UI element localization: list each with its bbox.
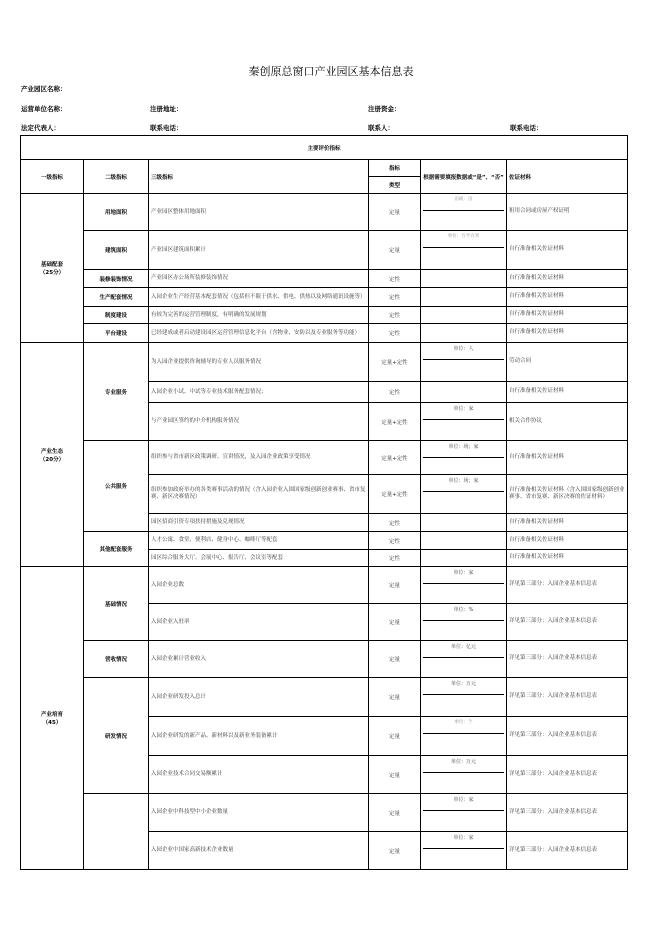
level3-cell: 产业园区建筑面积累计 — [149, 231, 369, 270]
level3-cell: 入园企业中科技型中小企业数量 — [149, 794, 369, 832]
fill-cell[interactable] — [421, 604, 507, 641]
fill-cell[interactable] — [421, 832, 507, 870]
level1-cell: 基础配套 （25分） — [21, 194, 84, 343]
table-row — [21, 194, 628, 231]
fill-cell[interactable] — [421, 717, 507, 756]
value-input-area[interactable] — [423, 360, 504, 381]
table-row — [21, 343, 628, 382]
legal-rep-field: 法定代表人： — [21, 124, 60, 132]
value-input-area[interactable] — [423, 695, 504, 716]
table-row — [21, 307, 628, 324]
level3-cell: 入园企业小试、中试等专业技术服务配套情况； — [149, 382, 369, 403]
level2-cell: 用地面积 — [84, 194, 149, 231]
evidence-cell: 详见第三部分：入园企业基本信息表 — [507, 794, 628, 832]
indicator-type-cell: 定性 — [369, 514, 421, 532]
indicator-type-cell: 定性 — [369, 532, 421, 550]
fill-cell[interactable] — [421, 288, 507, 307]
value-input-area[interactable] — [423, 621, 504, 640]
park-name-field: 产业园区名称： — [21, 85, 67, 93]
indicator-type-cell: 定性 — [369, 324, 421, 343]
evidence-cell: 劳动合同 — [507, 343, 628, 382]
fill-cell[interactable] — [421, 441, 507, 475]
unit-label: 单位：人 — [423, 343, 504, 360]
indicator-type-cell: 定量 — [369, 717, 421, 756]
level3-cell: 组织参与省市新区政策调研、宣讲情况，及入园企业政策享受情况 — [149, 441, 369, 475]
indicator-type-cell: 定量 — [369, 756, 421, 794]
indicator-type-cell: 定量 — [369, 194, 421, 231]
table-row — [21, 641, 628, 678]
value-input-area[interactable] — [423, 584, 504, 603]
table-row — [21, 288, 628, 307]
table-row — [21, 567, 628, 604]
level2-cell — [84, 794, 149, 870]
table-row — [21, 794, 628, 832]
level2-cell: 装修装饰情况 — [84, 270, 149, 288]
value-input-area[interactable] — [423, 492, 504, 513]
value-input-area[interactable] — [423, 658, 504, 677]
value-input-area[interactable] — [423, 811, 504, 831]
unit-label: 单位：亿元 — [423, 641, 504, 658]
fill-cell[interactable] — [421, 382, 507, 403]
phone-field-1: 联系电话： — [150, 124, 183, 132]
header-indicator-bottom: 类型 — [369, 177, 421, 194]
value-input-area[interactable] — [423, 773, 504, 793]
indicator-type-cell: 定量+定性 — [369, 475, 421, 514]
page-title: 秦创原总窗口产业园区基本信息表 — [248, 65, 414, 78]
indicator-type-cell: 定量+定性 — [369, 403, 421, 441]
indicator-type-cell: 定量 — [369, 641, 421, 678]
level3-cell: 有较为完善的运营管理制度，有明确的发展规划 — [149, 307, 369, 324]
level3-cell: 与产业园区签约的中介机构服务情况 — [149, 403, 369, 441]
level3-cell: 入园企业技术合同交易额累计 — [149, 756, 369, 794]
level3-cell: 为入园企业提供咨询辅导的专业人员服务情况 — [149, 343, 369, 382]
level2-cell: 研发情况 — [84, 678, 149, 794]
indicator-type-cell: 定量 — [369, 231, 421, 270]
unit-label: 单位：家 — [423, 403, 504, 420]
level3-cell: 园区综合服务大厅、会展中心、报告厅、会议室等配套 — [149, 550, 369, 567]
fill-cell[interactable] — [421, 567, 507, 604]
unit-label: 单位：家 — [423, 832, 504, 849]
value-input-area[interactable] — [423, 211, 504, 230]
level3-cell: 已经建成或者启动建设园区运营管理信息化平台（含物业、安防以及专业服务等功能） — [149, 324, 369, 343]
level2-cell: 平台建设 — [84, 324, 149, 343]
evidence-cell: 详见第三部分：入园企业基本信息表 — [507, 756, 628, 794]
unit-label: 单位：个 — [423, 717, 504, 734]
evidence-cell: 自行准备相关佐证材料 — [507, 382, 628, 403]
fill-cell[interactable] — [421, 343, 507, 382]
unit-label: 单位：% — [423, 604, 504, 621]
evidence-cell: 自行准备相关佐证材料 — [507, 231, 628, 270]
fill-cell[interactable] — [421, 307, 507, 324]
indicator-type-cell: 定性 — [369, 550, 421, 567]
level3-cell: 人才公寓、食堂、便利店、健身中心、咖啡厅等配套 — [149, 532, 369, 550]
level2-cell: 基础情况 — [84, 567, 149, 641]
value-input-area[interactable] — [423, 734, 504, 755]
fill-cell[interactable] — [421, 756, 507, 794]
evidence-cell: 自行准备相关佐证材料（含入围国家级创新创业赛事、省市复赛、新区决赛的佐证材料） — [507, 475, 628, 514]
table-row — [21, 270, 628, 288]
indicator-type-cell: 定量 — [369, 678, 421, 717]
fill-cell[interactable] — [421, 794, 507, 832]
indicator-type-cell: 定性 — [369, 288, 421, 307]
table-banner: 主要评价指标 — [21, 136, 628, 160]
level1-cell: 产业生态 （20分） — [21, 343, 84, 567]
value-input-area[interactable] — [423, 248, 504, 269]
level2-cell: 其他配套服务 — [84, 532, 149, 567]
header-level3: 三级指标 — [149, 160, 369, 194]
header-level2: 二级指标 — [84, 160, 149, 194]
unit-label: 单位：万平方米 — [423, 231, 504, 248]
fill-cell[interactable] — [421, 641, 507, 678]
indicator-type-cell: 定性 — [369, 307, 421, 324]
value-input-area[interactable] — [423, 420, 504, 440]
level3-cell: 入园企业中国家高新技术企业数量 — [149, 832, 369, 870]
level3-cell: 入园企业生产经营基本配套情况（包括但不限于供水、供电、供热以及网络通讯设施等） — [149, 288, 369, 307]
level2-cell: 公共服务 — [84, 441, 149, 532]
fill-cell[interactable] — [421, 532, 507, 550]
contact-field: 联系人： — [368, 124, 394, 132]
fill-cell[interactable] — [421, 231, 507, 270]
evidence-cell: 自行准备相关佐证材料 — [507, 288, 628, 307]
evidence-cell: 自行准备相关佐证材料 — [507, 307, 628, 324]
evidence-cell: 自行准备相关佐证材料 — [507, 441, 628, 475]
value-input-area[interactable] — [423, 458, 504, 474]
evidence-cell: 详见第三部分：入园企业基本信息表 — [507, 717, 628, 756]
evidence-cell: 租用合同或房屋产权证明 — [507, 194, 628, 231]
level3-cell: 园区招商引资专项扶持措施及兑现情况 — [149, 514, 369, 532]
value-input-area[interactable] — [423, 849, 504, 869]
fill-cell[interactable] — [421, 194, 507, 231]
header-indicator-top: 指标 — [369, 160, 421, 177]
level3-cell: 入园企业研发投入总计 — [149, 678, 369, 717]
evidence-cell: 详见第三部分：入园企业基本信息表 — [507, 567, 628, 604]
level3-cell: 入园企业累计营业收入 — [149, 641, 369, 678]
table-row — [21, 324, 628, 343]
level2-cell: 建筑面积 — [84, 231, 149, 270]
unit-label: 单位：万元 — [423, 756, 504, 773]
indicator-type-cell: 定量+定性 — [369, 343, 421, 382]
level3-cell: 组织参加政府举办的各类赛事活动的情况（含入园企业入围国家级创新创业赛事、省市复赛、新区决赛情况） — [149, 475, 369, 514]
level3-cell: 产业园区办公场所装修装饰情况 — [149, 270, 369, 288]
evidence-cell: 自行准备相关佐证材料 — [507, 532, 628, 550]
level1-cell: 产业培育 （45） — [21, 567, 84, 870]
fill-cell[interactable] — [421, 270, 507, 288]
operator-field: 运营单位名称： — [21, 105, 67, 113]
indicator-type-cell: 定量+定性 — [369, 441, 421, 475]
indicator-type-cell: 定性 — [369, 270, 421, 288]
level2-cell: 制度建设 — [84, 307, 149, 324]
evidence-cell: 详见第三部分：入园企业基本信息表 — [507, 604, 628, 641]
fill-cell[interactable] — [421, 514, 507, 532]
indicator-type-cell: 定量 — [369, 794, 421, 832]
table-row — [21, 532, 628, 550]
evidence-cell: 自行准备相关佐证材料 — [507, 270, 628, 288]
level3-cell: 入园企业总数 — [149, 567, 369, 604]
unit-label: 单位：场；家 — [423, 441, 504, 458]
header-level1: 一级指标 — [21, 160, 84, 194]
indicator-type-cell: 定量 — [369, 604, 421, 641]
phone-field-2: 联系电话： — [510, 124, 543, 132]
fill-cell[interactable] — [421, 403, 507, 441]
evidence-cell: 自行准备相关佐证材料 — [507, 324, 628, 343]
evidence-cell: 相关合作协议 — [507, 403, 628, 441]
level3-cell: 入园企业入驻率 — [149, 604, 369, 641]
fill-cell[interactable] — [421, 550, 507, 567]
header-evidence: 佐证材料 — [507, 160, 628, 194]
reg-address-field: 注册地址： — [150, 105, 183, 113]
level2-cell: 营收情况 — [84, 641, 149, 678]
indicator-type-cell: 定量 — [369, 567, 421, 604]
level2-cell: 专业服务 — [84, 343, 149, 441]
level3-cell: 入园企业研发的新产品、新材料以及新业务装备累计 — [149, 717, 369, 756]
level3-cell: 产业园区整体用地面积 — [149, 194, 369, 231]
table-row — [21, 441, 628, 475]
unit-label: 亩或：亩 — [423, 194, 504, 211]
evidence-cell: 详见第三部分：入园企业基本信息表 — [507, 641, 628, 678]
table-row — [21, 678, 628, 717]
evaluation-table — [20, 135, 628, 870]
header-fill: 根据需要填报数据或“是”、“否” — [421, 160, 507, 194]
evidence-cell: 详见第三部分：入园企业基本信息表 — [507, 832, 628, 870]
indicator-type-cell: 定量 — [369, 832, 421, 870]
fill-cell[interactable] — [421, 324, 507, 343]
unit-label: 单位：场；家 — [423, 475, 504, 492]
unit-label: 单位：万元 — [423, 678, 504, 695]
fill-cell[interactable] — [421, 475, 507, 514]
table-row — [21, 231, 628, 270]
fill-cell[interactable] — [421, 678, 507, 717]
evidence-cell: 自行准备相关佐证材料 — [507, 514, 628, 532]
indicator-type-cell: 定性 — [369, 382, 421, 403]
evidence-cell: 自行准备相关佐证材料 — [507, 550, 628, 567]
unit-label: 单位：家 — [423, 567, 504, 584]
level2-cell: 生产配套情况 — [84, 288, 149, 307]
reg-capital-field: 注册资金： — [368, 105, 401, 113]
unit-label: 单位：家 — [423, 794, 504, 811]
evidence-cell: 详见第三部分：入园企业基本信息表 — [507, 678, 628, 717]
